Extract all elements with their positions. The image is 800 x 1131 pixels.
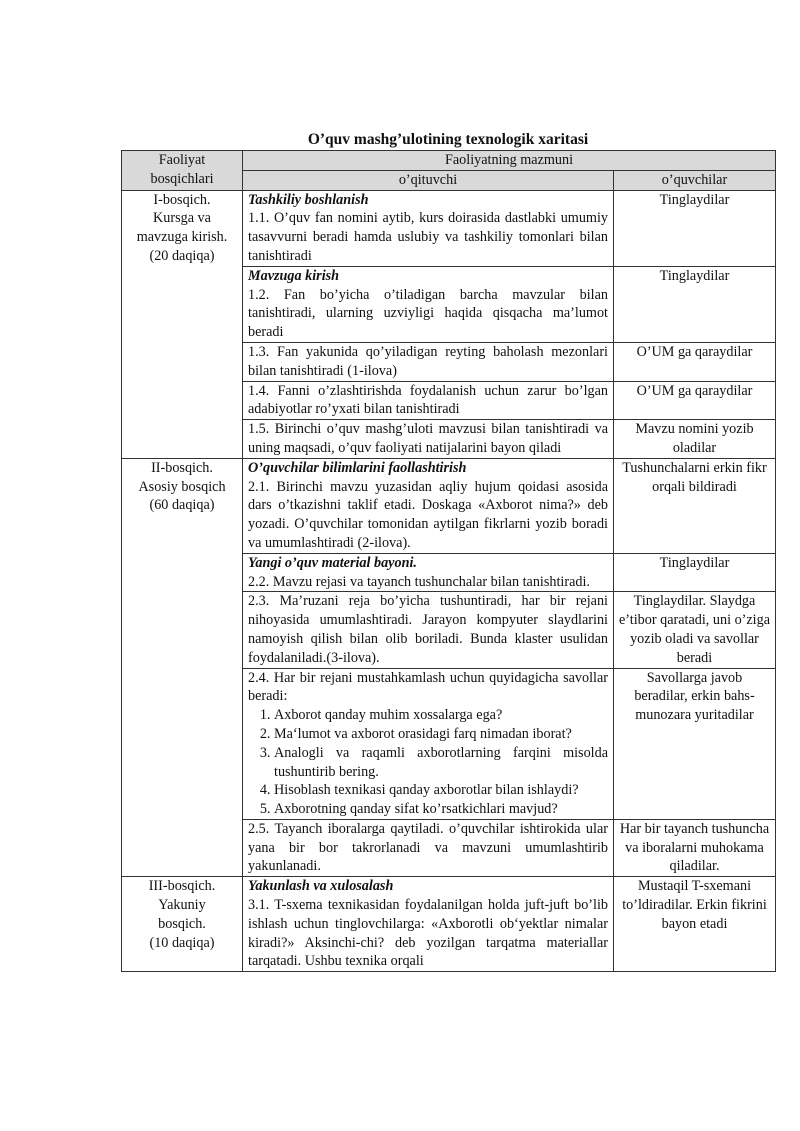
activity-text: 1.4. Fanni o’zlashtirishda foydalanish uchun zarur bo’lgan adabiyotlar ro’yxati bilan tanishtiradi (248, 382, 608, 418)
activity-text: 1.2. Fan bo’yicha o’tiladigan barcha mavzular bilan tanishtiradi, ularning uzviyligi haqida qisqacha ma’lumot beradi (248, 286, 608, 341)
activity-text: 2.1. Birinchi mavzu yuzasidan aqliy hujum qoidasi asosida dars o’tkazishni taklif etadi. Doskaga «Axborot nima?» deb yozadi. O’quvchilar tomonidan aytilgan fikrlarni yozib boradi va umumlashtiradi (2-ilova). (248, 478, 608, 551)
table-row (122, 190, 776, 266)
activity-text: 1.3. Fan yakunida qo’yiladigan reyting baholash mezonlari bilan tanishtiradi (1-ilova) (248, 343, 608, 379)
question-item: 2. Ma‘lumot va axborot orasidagi farq nimadan iborat? (274, 725, 608, 744)
activity-text: 2.3. Ma’ruzani reja bo’yicha tushuntiradi, har bir rejani nihoyasida umumlashtiradi. Jarayon kompyuter slaydlarini namoyish qilish bilan olib boriladi. Bunda klaster usulidan foydalaniladi.(3-ilova). (248, 593, 608, 666)
teacher-cell (243, 553, 614, 592)
question-item: 1. Axborot qanday muhim xossalarga ega? (274, 706, 608, 725)
students-cell: Mavzu nomini yozib oladilar (614, 420, 776, 459)
students-cell: Tinglaydilar (614, 553, 776, 592)
students-cell: Savollarga javob beradilar, erkin bahs-munozara yuritadilar (614, 668, 776, 819)
table-row (122, 877, 776, 972)
teacher-cell (243, 877, 614, 972)
header-stages-line2: bosqichlari (150, 170, 214, 187)
header-content: Faoliyatning mazmuni (243, 151, 776, 171)
activity-heading: Yangi o’quv material bayoni. (248, 554, 417, 571)
activity-heading: Mavzuga kirish (248, 267, 340, 284)
teacher-cell (243, 819, 614, 876)
students-cell: O’UM ga qaraydilar (614, 381, 776, 420)
stage-3-label: III-bosqich. (148, 878, 216, 895)
stage-2-cell (122, 458, 243, 877)
activity-heading: Tashkiliy boshlanish (248, 191, 369, 208)
students-cell: Tinglaydilar (614, 190, 776, 266)
activity-text: 1.1. O’quv fan nomini aytib, kurs doirasida dastlabki umumiy tasavvurni beradi hamda uslubiy va tashkiliy tomonlari bilan tanishtiradi (248, 210, 608, 264)
stage-2-line: Asosiy bosqich (138, 478, 226, 495)
stage-2-label: II-bosqich. (151, 459, 213, 476)
activity-heading: O’quvchilar bilimlarini faollashtirish (248, 459, 467, 476)
technology-map-table (121, 150, 776, 972)
students-cell: Tinglaydilar. Slaydga e’tibor qaratadi, uni o’ziga yozib oladi va savollar beradi (614, 592, 776, 668)
stage-3-line: Yakuniy (158, 897, 206, 914)
teacher-cell (243, 381, 614, 420)
stage-3-line: bosqich. (158, 915, 206, 932)
header-stages (122, 151, 243, 191)
activity-text: 1.5. Birinchi o’quv mashg’uloti mavzusi bilan tanishtiradi va uning maqsadi, o’quv faoliyati natijalarini bayon qiladi (248, 421, 608, 456)
activity-text: 2.5. Tayanch iboralarga qaytiladi. o’quvchilar ishtirokida ular yana bir bor takrorlanadi va mavzuni umumlashtirib yakunlanadi. (248, 820, 608, 875)
stage-1-line: mavzuga kirish. (136, 229, 228, 246)
header-stages-line1: Faoliyat (158, 152, 206, 168)
question-item: 4. Hisoblash texnikasi qanday axborotlar bilan ishlaydi? (274, 781, 608, 800)
stage-1-cell (122, 190, 243, 458)
activity-text: 3.1. T-sxema texnikasidan foydalanilgan holda juft-juft bo’lib ishlash uchun tinglovchilarga: «Axborotli ob‘yektlar nimalar kiradi?» Aksinchi-chi? deb yozilgan tarqatma materiallar tarqatadi. Ushbu texnika orqali (248, 897, 608, 970)
activity-text: 2.2. Mavzu rejasi va tayanch tushunchalar bilan tanishtiradi. (248, 573, 590, 590)
question-item: 5. Axborotning qanday sifat ko’rsatkichlari mavjud? (274, 800, 608, 819)
teacher-cell (243, 458, 614, 553)
table-row (122, 458, 776, 553)
teacher-cell (243, 668, 614, 819)
stage-1-duration: (20 daqiqa) (149, 247, 215, 264)
header-teacher: o’qituvchi (243, 170, 614, 190)
document-title: O’quv mashg’ulotining texnologik xaritasi (307, 131, 589, 148)
activity-heading: Yakunlash va xulosalash (248, 878, 394, 895)
stage-3-duration: (10 daqiqa) (149, 934, 215, 951)
teacher-cell (243, 592, 614, 668)
header-students: o’quvchilar (614, 170, 776, 190)
stage-3-cell (122, 877, 243, 972)
stage-1-line: Kursga va (153, 210, 211, 227)
teacher-cell (243, 342, 614, 381)
activity-text: 2.4. Har bir rejani mustahkamlash uchun quyidagicha savollar beradi: (248, 669, 608, 705)
students-cell: O’UM ga qaraydilar (614, 342, 776, 381)
students-cell: Tinglaydilar (614, 266, 776, 342)
students-cell: Har bir tayanch tushuncha va iboralarni muhokama qiladilar. (614, 819, 776, 876)
header-row (122, 151, 776, 171)
students-cell: Tushunchalarni erkin fikr orqali bildiradi (614, 458, 776, 553)
teacher-cell (243, 420, 614, 459)
question-list (248, 706, 608, 819)
teacher-cell (243, 190, 614, 266)
students-cell: Mustaqil T-sxemani to’ldiradilar. Erkin fikrini bayon etadi (614, 877, 776, 972)
teacher-cell (243, 266, 614, 342)
stage-2-duration: (60 daqiqa) (149, 497, 215, 514)
stage-1-label: I-bosqich. (153, 191, 211, 208)
question-item: 3. Analogli va raqamli axborotlarning farqini misolda tushuntirib bering. (274, 744, 608, 782)
